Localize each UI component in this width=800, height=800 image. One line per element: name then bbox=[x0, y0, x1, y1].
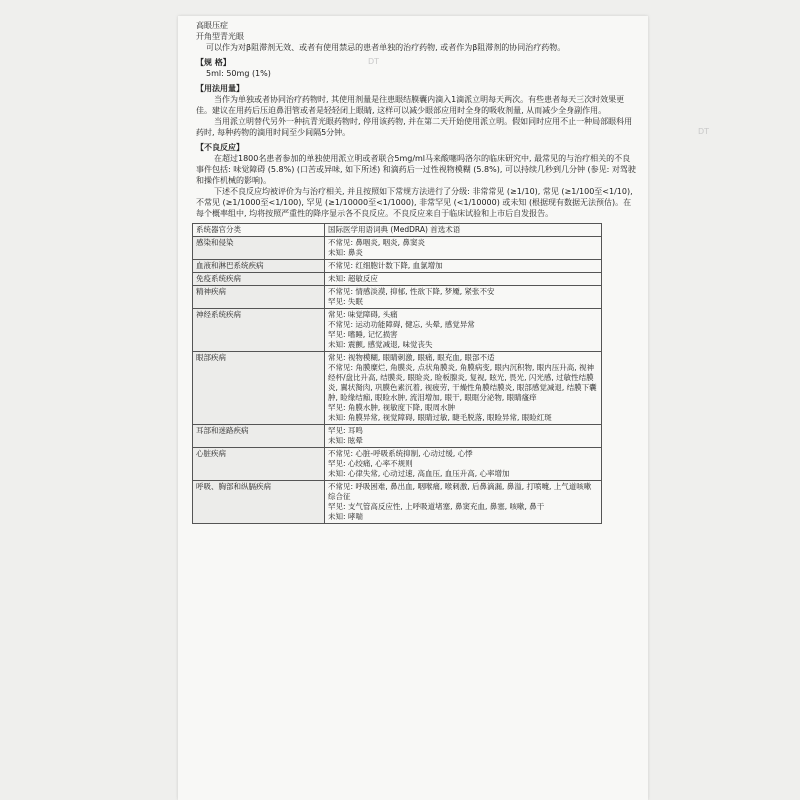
adverse-heading: 【不良反应】 bbox=[196, 143, 244, 152]
table-row bbox=[193, 309, 602, 352]
watermark: DT bbox=[698, 127, 710, 136]
term-line: 不常见: 呼吸困难, 鼻出血, 咽喉痛, 喉刺激, 后鼻滴漏, 鼻溢, 打喷嚏, 上气道咳嗽综合征 bbox=[328, 482, 592, 501]
adverse-paragraph: 在超过1800名患者参加的单独使用派立明或者联合5mg/ml马来酸噻吗洛尔的临床研究中, 最常见的与治疗相关的不良事件包括: 味觉障碍 (5.8%) (口苦或异味, 如下所述) 和滴药后一过性视物模糊 (5.8%), 可以持续几秒到几分钟 (参见: 对驾驶和操作机械的影响)。 bbox=[196, 154, 636, 185]
term-line: 不常见: 心脏-呼吸系统抑制, 心动过缓, 心悸 bbox=[328, 449, 473, 458]
spec-value: 5ml: 50mg (1%) bbox=[206, 69, 271, 78]
adverse-paragraph: 下述不良反应均被评价为与治疗相关, 并且按照如下常规方法进行了分级: 非常常见 (≥1/10), 常见 (≥1/100至<1/10), 不常见 (≥1/1000至<1/100), 罕见 (≥1/10000至<1/1000), 非常罕见 (<1/10000) 或未知 (根据现有数据无法预估)。在每个概率组中, 均将按照严重性的降序显示各不良反应。不良反应来自于临床试验和上市后自发报告。 bbox=[196, 187, 633, 218]
term-line: 常见: 味觉障碍, 头痛 bbox=[328, 310, 398, 319]
term-line: 罕见: 角膜水肿, 视敏度下降, 眼周水肿 bbox=[328, 403, 455, 412]
table-row bbox=[193, 481, 602, 524]
table-row bbox=[193, 286, 602, 309]
term-line: 不常见: 角膜糜烂, 角膜炎, 点状角膜炎, 角膜病变, 眼内沉积物, 眼内压升高, 视神经杯/盘比升高, 结膜炎, 眼睑炎, 睑板腺炎, 复视, 眩光, 畏光, 闪光感, 过敏性结膜炎, 翼状胬肉, 巩膜色素沉着, 视疲劳, 干燥性角膜结膜炎, 眼部感觉减退, 结膜下囊肿, 睑缘结痂, 眼睑水肿, 流泪增加, 眼干, 眼眶分泌物, 眼睛瘙痒 bbox=[328, 363, 597, 402]
indication-line: 开角型青光眼 bbox=[196, 32, 244, 41]
term-line: 未知: 角膜异常, 视觉障碍, 眼睛过敏, 睫毛脱落, 眼睑异常, 眼睑红斑 bbox=[328, 413, 552, 422]
term-line: 不常见: 鼻咽炎, 咽炎, 鼻窦炎 bbox=[328, 238, 425, 247]
terms-cell bbox=[325, 448, 602, 481]
term-line: 罕见: 失眠 bbox=[328, 297, 363, 306]
indication-line: 可以作为对β阻滞剂无效、或者有使用禁忌的患者单独的治疗药物, 或者作为β阻滞剂的协同治疗药物。 bbox=[206, 43, 566, 52]
term-line: 常见: 视物模糊, 眼睛刺激, 眼痛, 眼充血, 眼部不适 bbox=[328, 353, 495, 362]
indication-line: 高眼压症 bbox=[196, 21, 228, 30]
adverse-reactions-table bbox=[192, 223, 602, 524]
terms-cell bbox=[325, 260, 602, 273]
column-header: 国际医学用语词典 (MedDRA) 首选术语 bbox=[325, 224, 602, 237]
term-line: 未知: 眩晕 bbox=[328, 436, 363, 445]
usage-paragraph: 当用派立明替代另外一种抗青光眼药物时, 停用该药物, 并在第二天开始使用派立明。假如同时应用不止一种局部眼科用药时, 每种药物的滴用时间至少间隔5分钟。 bbox=[196, 117, 633, 137]
table-row bbox=[193, 448, 602, 481]
table-header-row bbox=[193, 224, 602, 237]
spec-heading: 【规 格】 bbox=[196, 58, 231, 67]
terms-cell bbox=[325, 286, 602, 309]
term-line: 不常见: 红细胞计数下降, 血氯增加 bbox=[328, 261, 443, 270]
term-line: 不常见: 情感淡漠, 抑郁, 性欲下降, 梦魇, 紧张不安 bbox=[328, 287, 495, 296]
term-line: 罕见: 耳鸣 bbox=[328, 426, 363, 435]
organ-class-cell: 精神疾病 bbox=[193, 286, 325, 309]
term-line: 未知: 哮喘 bbox=[328, 512, 363, 521]
table-row bbox=[193, 237, 602, 260]
terms-cell bbox=[325, 481, 602, 524]
organ-class-cell: 神经系统疾病 bbox=[193, 309, 325, 352]
table-row bbox=[193, 425, 602, 448]
watermark: DT bbox=[368, 57, 380, 66]
table-row bbox=[193, 260, 602, 273]
organ-class-cell: 眼部疾病 bbox=[193, 352, 325, 425]
term-line: 未知: 震颤, 感觉减退, 味觉丧失 bbox=[328, 340, 433, 349]
organ-class-cell: 感染和侵染 bbox=[193, 237, 325, 260]
terms-cell bbox=[325, 237, 602, 260]
term-line: 罕见: 心绞痛, 心率不规则 bbox=[328, 459, 413, 468]
term-line: 未知: 超敏反应 bbox=[328, 274, 378, 283]
leaflet-page bbox=[178, 16, 710, 800]
terms-cell bbox=[325, 425, 602, 448]
table-row bbox=[193, 273, 602, 286]
usage-heading: 【用法用量】 bbox=[196, 84, 244, 93]
usage-paragraph: 当作为单独或者协同治疗药物时, 其使用剂量是往患眼结膜囊内滴入1滴派立明每天两次。有些患者每天三次时效果更佳。建议在用药后压迫鼻泪管或者是轻轻闭上眼睛, 这样可以减少眼部应用时全身的吸收剂量, 从而减少全身副作用。 bbox=[196, 95, 625, 115]
organ-class-cell: 心脏疾病 bbox=[193, 448, 325, 481]
term-line: 罕见: 支气管高反应性, 上呼吸道堵塞, 鼻窦充血, 鼻塞, 咳嗽, 鼻干 bbox=[328, 502, 545, 511]
column-header: 系统器官分类 bbox=[193, 224, 325, 237]
organ-class-cell: 耳部和迷路疾病 bbox=[193, 425, 325, 448]
terms-cell bbox=[325, 273, 602, 286]
term-line: 罕见: 嗜睡, 记忆损害 bbox=[328, 330, 398, 339]
term-line: 未知: 鼻炎 bbox=[328, 248, 363, 257]
organ-class-cell: 免疫系统疾病 bbox=[193, 273, 325, 286]
indications bbox=[196, 20, 636, 53]
organ-class-cell: 血液和淋巴系统疾病 bbox=[193, 260, 325, 273]
term-line: 未知: 心律失常, 心动过速, 高血压, 血压升高, 心率增加 bbox=[328, 469, 510, 478]
table-row bbox=[193, 352, 602, 425]
terms-cell bbox=[325, 309, 602, 352]
term-line: 不常见: 运动功能障碍, 健忘, 头晕, 感觉异常 bbox=[328, 320, 475, 329]
terms-cell bbox=[325, 352, 602, 425]
organ-class-cell: 呼吸、胸部和纵膈疾病 bbox=[193, 481, 325, 524]
